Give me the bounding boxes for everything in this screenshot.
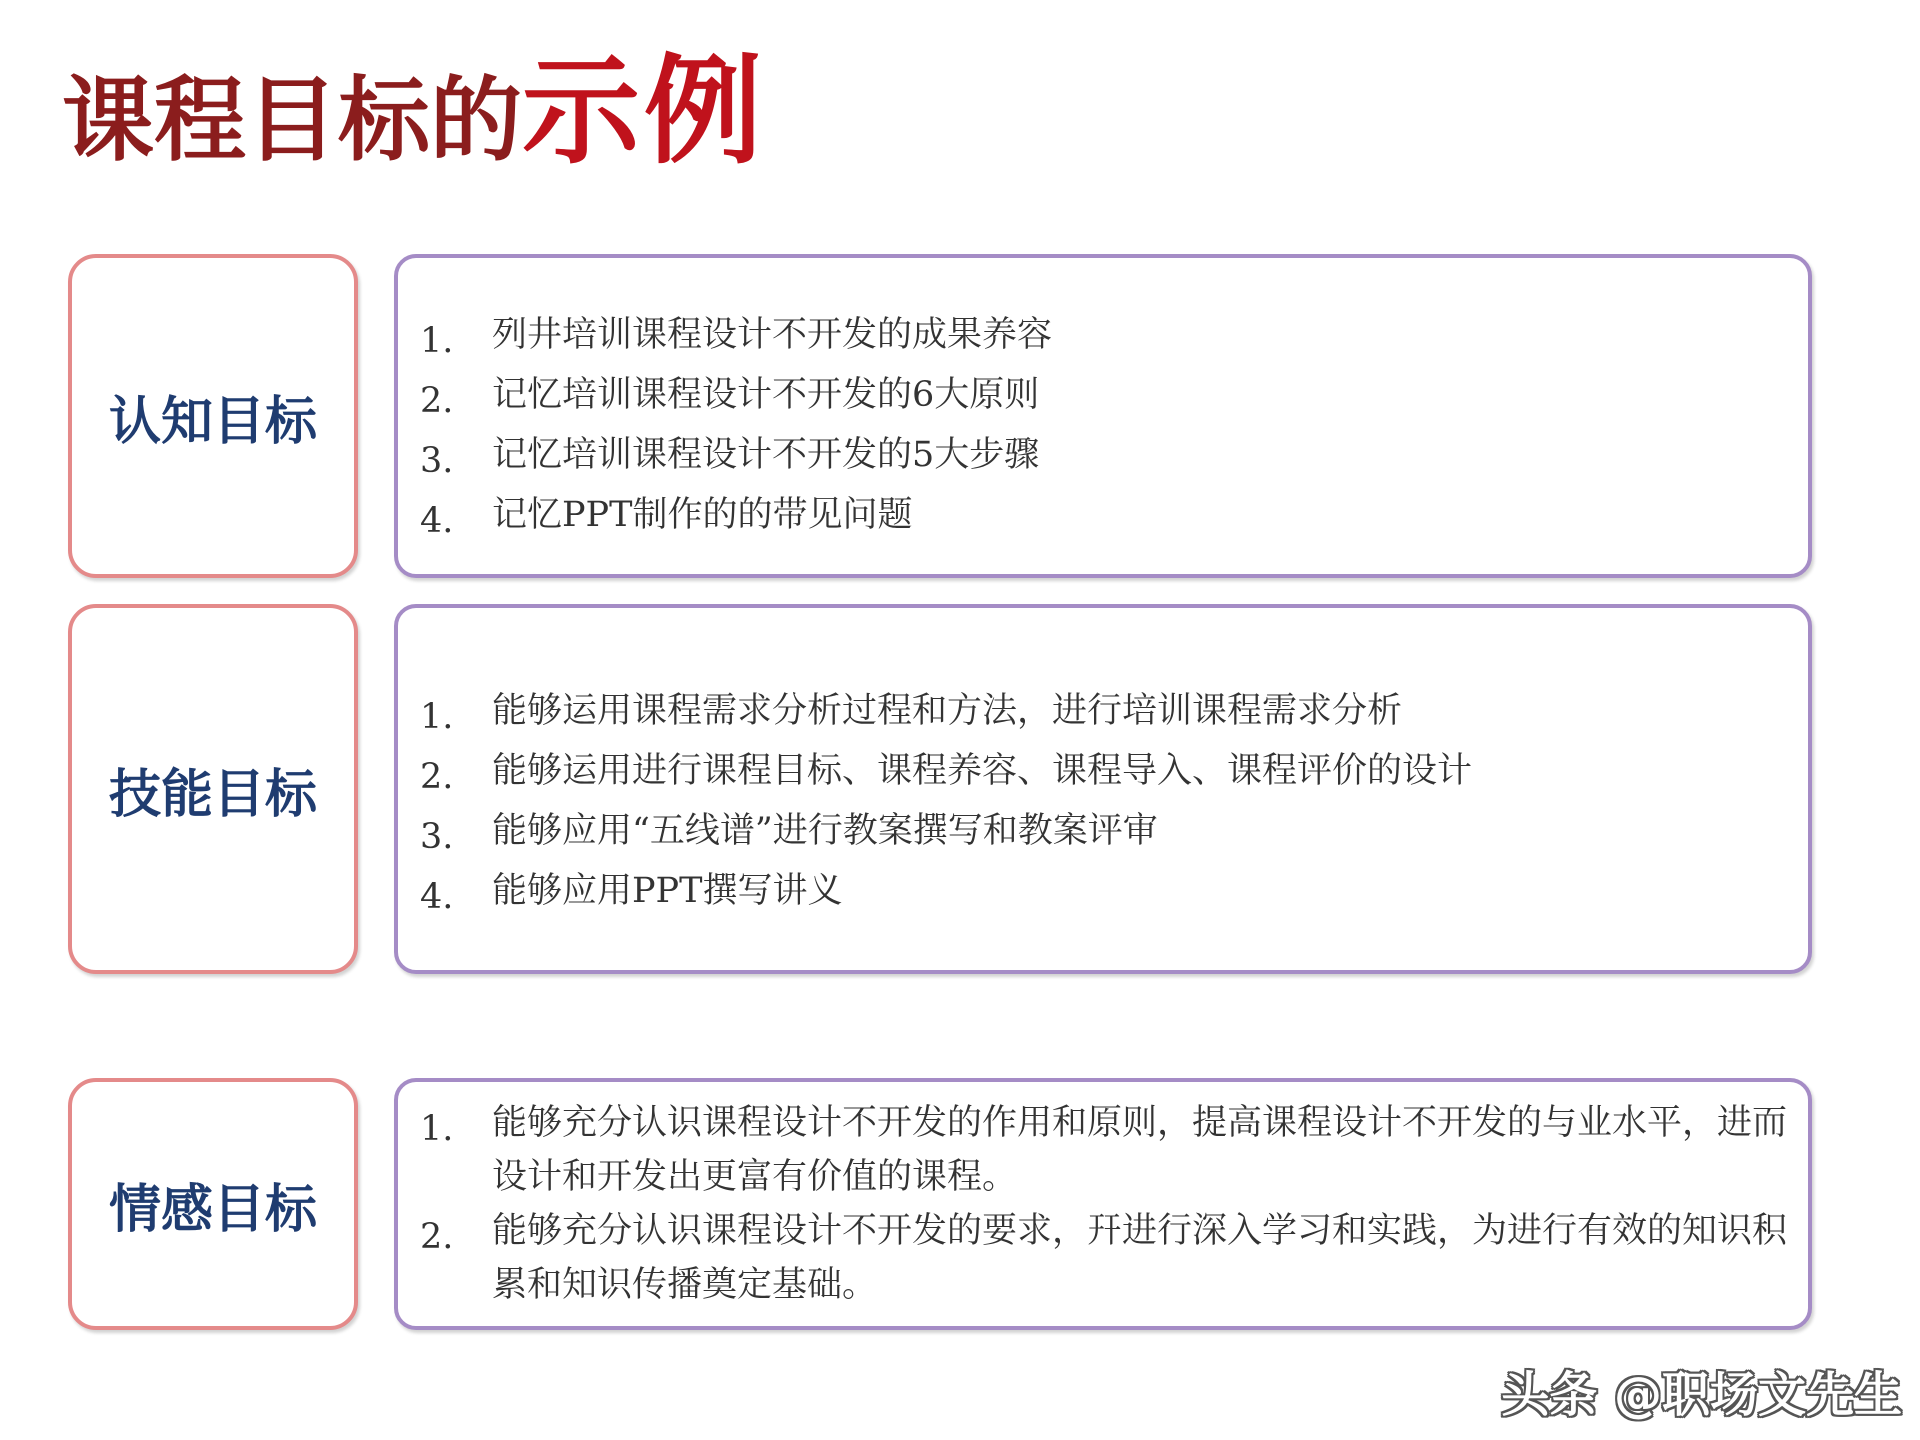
section-label-box-affective: [68, 1078, 358, 1330]
item-text: 能够充分认识课程设计不开发的作用和原则，提高课程设计不开发的与业水平，进而设计和开发出更富有价值的课程。: [492, 1103, 1788, 1197]
item-number: 1.: [420, 321, 454, 361]
item-number: 2.: [420, 757, 454, 797]
section-label: 技能目标: [108, 764, 317, 825]
list-item: [420, 684, 1798, 744]
section-label: 情感目标: [108, 1179, 317, 1240]
section-content-box-cognitive: [394, 254, 1812, 578]
item-number: 4.: [420, 877, 454, 917]
section-content-box-affective: [394, 1078, 1812, 1330]
objective-list: [420, 1096, 1798, 1312]
item-text: 记忆PPT制作的的带见问题: [492, 495, 913, 535]
item-text: 能够应用PPT撰写讲义: [492, 871, 843, 911]
list-item: [420, 368, 1798, 428]
page-title-main: 课程目标的: [62, 66, 523, 174]
list-item: [420, 308, 1798, 368]
section-label-box-cognitive: [68, 254, 358, 578]
item-text: 能够运用课程需求分析过程和方法，进行培训课程需求分析: [492, 691, 1403, 731]
page-title-highlight: 示例: [522, 41, 767, 180]
item-number: 2.: [420, 1217, 454, 1257]
section-label-box-skill: [68, 604, 358, 974]
list-item: [420, 428, 1798, 488]
item-number: 2.: [420, 381, 454, 421]
item-text: 能够应用“五线谱”进行教案撰写和教案评审: [492, 811, 1158, 851]
item-number: 1.: [420, 1109, 454, 1149]
item-number: 3.: [420, 441, 454, 481]
section-label: 认知目标: [108, 391, 317, 452]
item-text: 能够运用进行课程目标、课程养容、课程导入、课程评价的设计: [492, 751, 1473, 791]
objective-list: [420, 684, 1798, 924]
list-item: [420, 488, 1798, 548]
list-item: [420, 744, 1798, 804]
page-title: [62, 41, 767, 180]
item-text: 列井培训课程设计不开发的成果养容: [492, 315, 1053, 355]
item-text: 能够充分认识课程设计不开发的要求，幵进行深入学习和实践，为进行有效的知识积累和知识传播奠定基础。: [492, 1211, 1788, 1305]
list-item: [420, 1096, 1798, 1204]
item-number: 3.: [420, 817, 454, 857]
list-item: [420, 1204, 1798, 1312]
watermark: 头条 @职场文先生: [1501, 1367, 1902, 1423]
item-number: 1.: [420, 697, 454, 737]
section-content-box-skill: [394, 604, 1812, 974]
item-text: 记忆培训课程设计不开发的5大步骤: [492, 435, 1040, 475]
list-item: [420, 864, 1798, 924]
list-item: [420, 804, 1798, 864]
item-number: 4.: [420, 501, 454, 541]
objective-list: [420, 308, 1798, 548]
item-text: 记忆培训课程设计不开发的6大原则: [492, 375, 1040, 415]
